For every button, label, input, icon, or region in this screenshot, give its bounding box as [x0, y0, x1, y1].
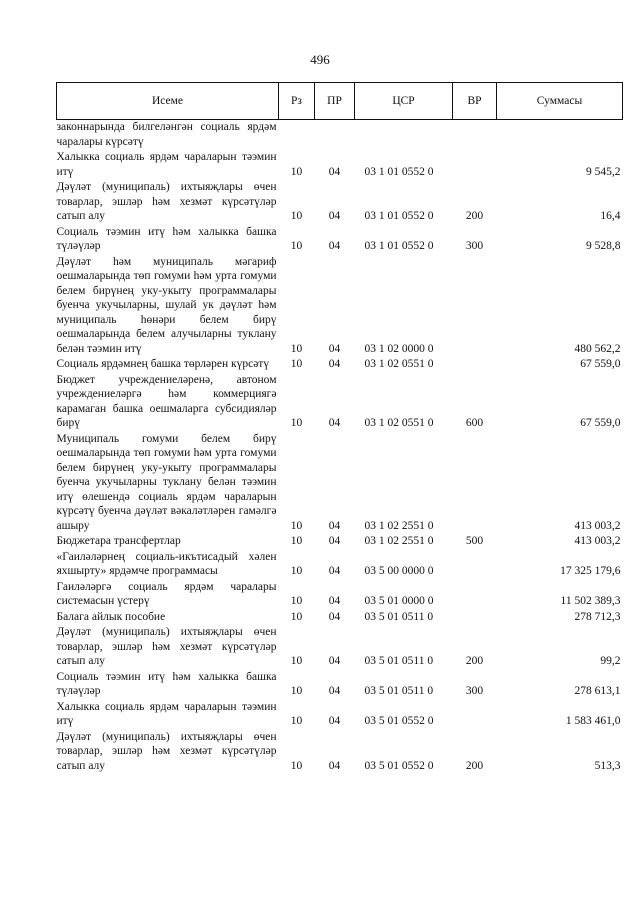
table-row	[57, 254, 623, 357]
cell-name: Дәүләт (муниципаль) ихтыяҗлары өчен товарлар, эшләр һәм хезмәт күрсәтүләр сатып алу	[56, 181, 277, 222]
cell-pr: 04	[328, 655, 341, 667]
table-row	[57, 624, 623, 669]
cell-pr: 04	[328, 210, 341, 222]
cell-vr: 500	[465, 535, 484, 547]
cell-vr: 200	[465, 655, 484, 667]
table-row	[57, 609, 623, 625]
cell-name: Социаль тәэмин итү һәм халыкка башка түләүләр	[56, 225, 277, 252]
cell-name: законнарында билгеләнгән социаль ярдәм чаралары күрсәтү	[56, 121, 277, 148]
cell-csr: 03 5 01 0000 0	[364, 595, 434, 607]
header-name: Исеме	[57, 83, 279, 120]
cell-vr: 200	[465, 759, 484, 772]
cell-rz: 10	[290, 417, 303, 429]
cell-rz: 10	[290, 715, 303, 727]
cell-rz: 10	[290, 165, 303, 178]
header-csr: ЦСР	[355, 83, 453, 120]
table-row	[57, 149, 623, 179]
cell-csr: 03 5 01 0552 0	[364, 715, 434, 727]
cell-vr	[453, 609, 497, 625]
cell-sum: 9 545,2	[586, 165, 621, 178]
cell-name: Халыкка социаль ярдәм чараларын тәэмин итү	[56, 700, 277, 727]
cell-pr: 04	[328, 565, 341, 577]
table-row	[57, 699, 623, 729]
table-row	[57, 179, 623, 224]
cell-rz	[279, 120, 315, 150]
table-row	[57, 533, 623, 549]
cell-rz: 10	[290, 655, 303, 667]
cell-csr: 03 1 01 0552 0	[364, 240, 434, 252]
cell-csr: 03 5 00 0000 0	[364, 565, 434, 577]
cell-vr	[453, 431, 497, 534]
cell-sum: 278 613,1	[574, 685, 621, 697]
cell-vr	[453, 356, 497, 372]
cell-vr: 600	[465, 417, 484, 429]
cell-rz: 10	[290, 685, 303, 697]
cell-pr: 04	[328, 595, 341, 607]
cell-sum: 67 559,0	[580, 358, 621, 370]
cell-sum: 11 502 389,3	[560, 595, 621, 607]
cell-name: Дәүләт һәм муниципаль мәгариф оешмаларында төп гомуми һәм урта гомуми белем бирүнең уку-укыту программалары буенча укучыларны, шулай ук дәүләт һәм муниципаль һөнәри белем бирү оешмаларында белем алучыларны туклану белән тәэмин итү	[56, 255, 277, 355]
page-number: 496	[310, 52, 330, 67]
cell-name: Гаиләләргә социаль ярдәм чаралары системасын үстерү	[56, 580, 277, 607]
header-pr: ПР	[315, 83, 355, 120]
cell-pr: 04	[328, 535, 341, 547]
cell-sum	[497, 120, 623, 150]
cell-sum: 99,2	[600, 655, 621, 667]
table-row	[57, 729, 623, 774]
cell-sum: 17 325 179,6	[560, 565, 621, 577]
cell-name: Балага айлык пособие	[56, 610, 166, 623]
cell-csr: 03 5 01 0511 0	[364, 610, 434, 623]
cell-rz: 10	[290, 519, 303, 532]
cell-name: Социаль тәэмин итү һәм халыкка башка түләүләр	[56, 670, 277, 697]
table-row	[57, 669, 623, 699]
cell-rz: 10	[290, 595, 303, 607]
cell-name: Бюджет учреждениеләренә, автоном учреждениеләргә һәм коммерциягә карамаган башка оешмаларга субсидияләр бирү	[56, 373, 277, 429]
cell-sum: 1 583 461,0	[565, 715, 621, 727]
cell-pr	[315, 120, 355, 150]
cell-csr: 03 1 02 0000 0	[364, 342, 434, 355]
cell-csr: 03 5 01 0511 0	[364, 655, 434, 667]
cell-vr	[453, 149, 497, 179]
cell-vr	[453, 699, 497, 729]
cell-rz: 10	[290, 210, 303, 222]
cell-pr: 04	[328, 417, 341, 429]
cell-csr: 03 1 02 0551 0	[364, 417, 434, 429]
cell-rz: 10	[290, 342, 303, 355]
cell-rz: 10	[290, 565, 303, 577]
cell-name: Социаль ярдәмнең башка төрләрен күрсәтү	[56, 358, 270, 370]
cell-sum: 278 712,3	[574, 610, 621, 623]
cell-pr: 04	[328, 165, 341, 178]
cell-sum: 67 559,0	[580, 417, 621, 429]
cell-vr: 300	[465, 685, 484, 697]
cell-sum: 16,4	[600, 210, 621, 222]
table-row	[57, 431, 623, 534]
cell-csr: 03 1 01 0552 0	[364, 165, 434, 178]
cell-rz: 10	[290, 610, 303, 623]
table-body	[57, 120, 623, 774]
cell-sum: 480 562,2	[574, 342, 621, 355]
cell-rz: 10	[290, 535, 303, 547]
cell-vr	[453, 254, 497, 357]
cell-pr: 04	[328, 715, 341, 727]
cell-vr	[453, 579, 497, 609]
cell-sum: 9 528,8	[586, 240, 621, 252]
table-row	[57, 120, 623, 150]
cell-vr: 200	[465, 210, 484, 222]
cell-pr: 04	[328, 685, 341, 697]
cell-csr: 03 1 02 2551 0	[364, 519, 434, 532]
table-row	[57, 372, 623, 431]
cell-name: Дәүләт (муниципаль) ихтыяҗлары өчен товарлар, эшләр һәм хезмәт күрсәтүләр сатып алу	[56, 730, 277, 772]
cell-name: Бюджетара трансфертлар	[56, 535, 181, 547]
cell-name: Дәүләт (муниципаль) ихтыяҗлары өчен товарлар, эшләр һәм хезмәт күрсәтүләр сатып алу	[56, 626, 277, 667]
cell-csr: 03 1 01 0552 0	[364, 210, 434, 222]
cell-csr: 03 5 01 0511 0	[364, 685, 434, 697]
cell-name: Халыкка социаль ярдәм чараларын тәэмин итү	[56, 151, 277, 178]
cell-rz: 10	[290, 759, 303, 772]
cell-pr: 04	[328, 610, 341, 623]
cell-vr: 300	[465, 240, 484, 252]
cell-rz: 10	[290, 358, 303, 370]
cell-csr: 03 1 02 2551 0	[364, 535, 434, 547]
cell-rz: 10	[290, 240, 303, 252]
cell-vr	[453, 549, 497, 579]
table-row	[57, 579, 623, 609]
table-row	[57, 224, 623, 254]
cell-sum: 413 003,2	[574, 535, 621, 547]
budget-table	[56, 82, 623, 773]
cell-pr: 04	[328, 358, 341, 370]
header-rz: Рз	[279, 83, 315, 120]
cell-pr: 04	[328, 519, 341, 532]
cell-csr: 03 1 02 0551 0	[364, 358, 434, 370]
cell-name: Муниципаль гомуми белем бирү оешмаларында төп гомуми һәм урта гомуми белем бирүнең уку-укыту программалары буенча укучыларны туклану белән тәэмин итү өлешендә социаль ярдәм чараларын күрсәтү буенча дәүләт вәкаләтләрен гамәлгә ашыру	[56, 432, 277, 532]
cell-sum: 513,3	[594, 759, 621, 772]
cell-pr: 04	[328, 240, 341, 252]
cell-vr	[453, 120, 497, 150]
header-vr: ВР	[453, 83, 497, 120]
cell-sum: 413 003,2	[574, 519, 621, 532]
table-header-row	[57, 83, 623, 120]
table-row	[57, 549, 623, 579]
table-row	[57, 356, 623, 372]
cell-name: «Гаиләләрнең социаль-икътисадый хәлен яхшырту» ярдәмче программасы	[56, 550, 277, 577]
cell-pr: 04	[328, 342, 341, 355]
cell-csr: 03 5 01 0552 0	[364, 759, 434, 772]
header-sum: Суммасы	[497, 83, 623, 120]
cell-pr: 04	[328, 759, 341, 772]
cell-csr	[355, 120, 453, 150]
